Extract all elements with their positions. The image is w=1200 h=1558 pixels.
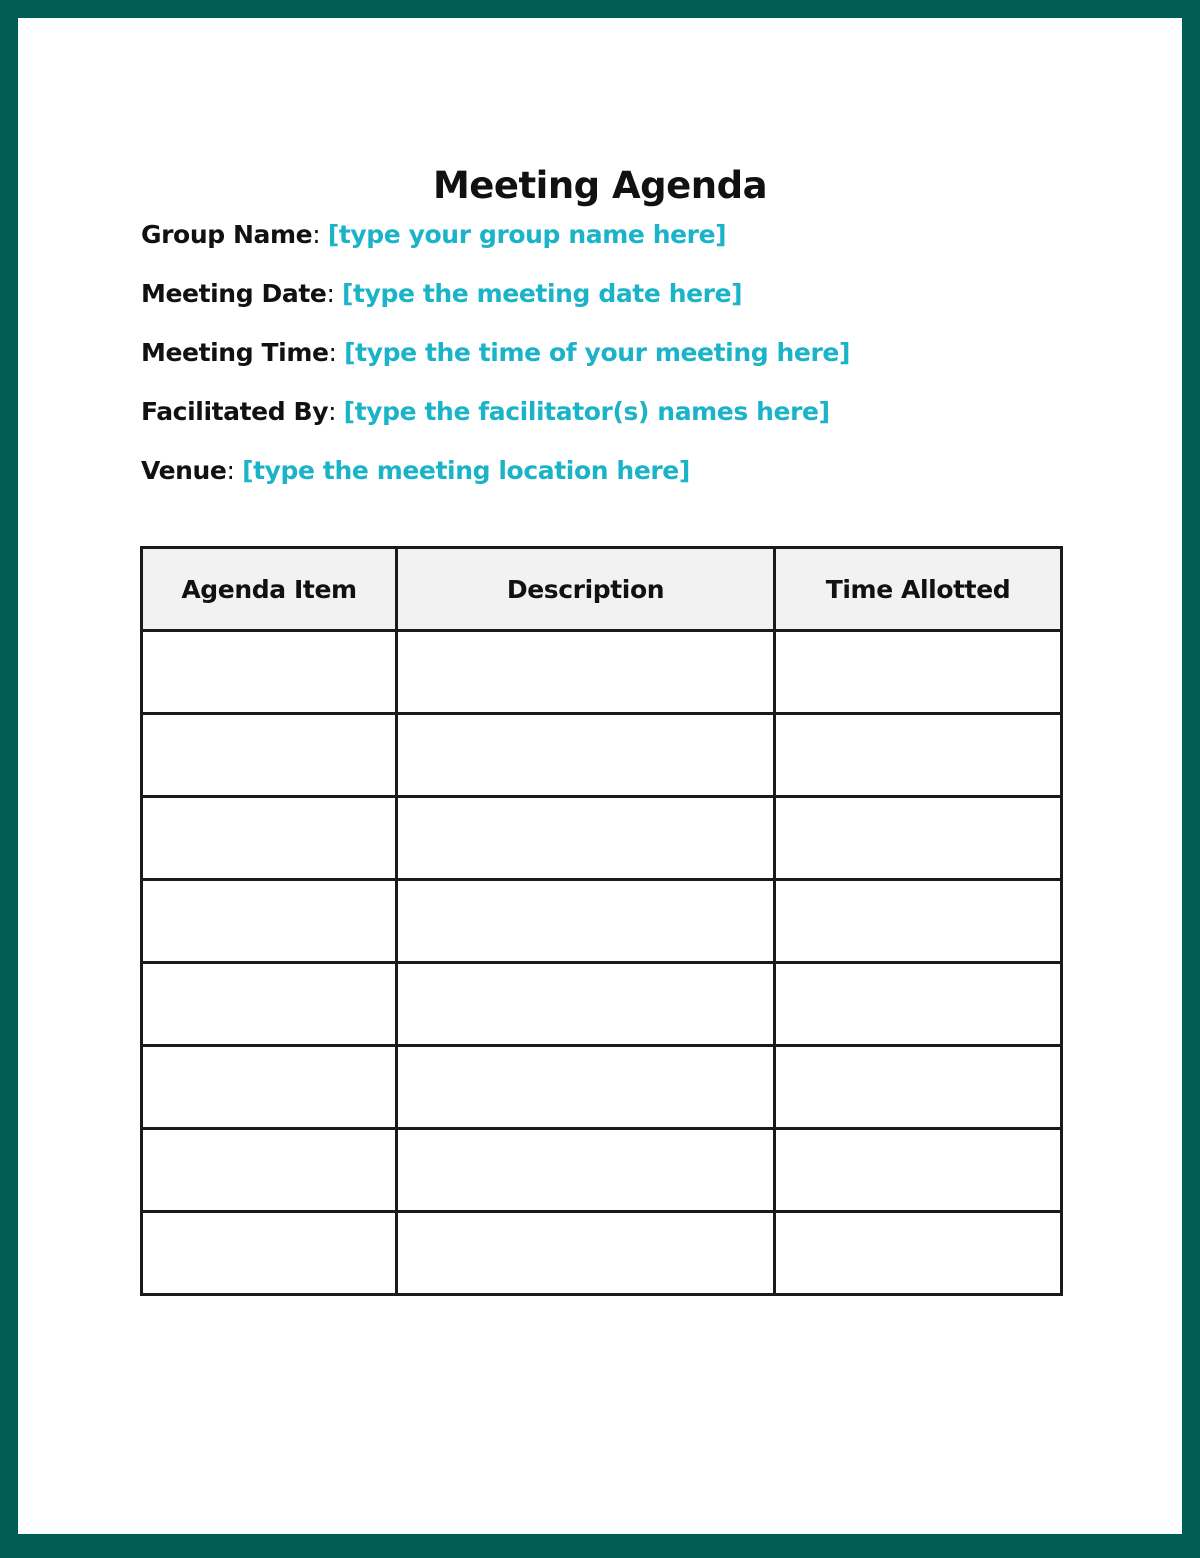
facilitated-by-value[interactable]: [type the facilitator(s) names here] xyxy=(343,397,830,426)
table-row xyxy=(142,963,1062,1046)
table-row xyxy=(142,1212,1062,1295)
description-cell[interactable] xyxy=(397,1212,775,1295)
description-cell[interactable] xyxy=(397,1046,775,1129)
venue-field xyxy=(141,455,690,487)
group-name-label: Group Name xyxy=(141,220,313,249)
table-row xyxy=(142,797,1062,880)
description-cell[interactable] xyxy=(397,963,775,1046)
agenda-item-cell[interactable] xyxy=(142,880,397,963)
time-allotted-cell[interactable] xyxy=(775,1212,1062,1295)
table-row xyxy=(142,631,1062,714)
facilitated-by-label: Facilitated By xyxy=(141,397,329,426)
description-cell[interactable] xyxy=(397,880,775,963)
facilitated-by-separator: : xyxy=(328,397,344,426)
time-allotted-cell[interactable] xyxy=(775,1129,1062,1212)
agenda-item-cell[interactable] xyxy=(142,1046,397,1129)
table-header-row xyxy=(142,548,1062,631)
meeting-date-value[interactable]: [type the meeting date here] xyxy=(342,279,743,308)
group-name-value[interactable]: [type your group name here] xyxy=(327,220,727,249)
agenda-item-cell[interactable] xyxy=(142,1212,397,1295)
meeting-time-field xyxy=(141,337,850,369)
meeting-date-field xyxy=(141,278,742,310)
meeting-date-separator: : xyxy=(326,279,343,308)
description-cell[interactable] xyxy=(397,1129,775,1212)
time-allotted-cell[interactable] xyxy=(775,880,1062,963)
agenda-item-cell[interactable] xyxy=(142,631,397,714)
header-description: Description xyxy=(397,548,775,631)
meeting-time-label: Meeting Time xyxy=(141,338,329,367)
agenda-item-cell[interactable] xyxy=(142,1129,397,1212)
time-allotted-cell[interactable] xyxy=(775,714,1062,797)
time-allotted-cell[interactable] xyxy=(775,631,1062,714)
meeting-time-separator: : xyxy=(328,338,345,367)
group-name-separator: : xyxy=(312,220,328,249)
meeting-date-label: Meeting Date xyxy=(141,279,327,308)
venue-separator: : xyxy=(226,456,243,485)
document-page xyxy=(18,18,1182,1534)
time-allotted-cell[interactable] xyxy=(775,797,1062,880)
table-row xyxy=(142,1046,1062,1129)
table-row xyxy=(142,1129,1062,1212)
table-row xyxy=(142,714,1062,797)
header-agenda-item: Agenda Item xyxy=(142,548,397,631)
table-row xyxy=(142,880,1062,963)
agenda-table xyxy=(140,546,1063,1296)
time-allotted-cell[interactable] xyxy=(775,1046,1062,1129)
facilitated-by-field xyxy=(141,396,830,428)
description-cell[interactable] xyxy=(397,797,775,880)
agenda-item-cell[interactable] xyxy=(142,797,397,880)
venue-value[interactable]: [type the meeting location here] xyxy=(242,456,690,485)
time-allotted-cell[interactable] xyxy=(775,963,1062,1046)
document-title: Meeting Agenda xyxy=(432,164,768,207)
description-cell[interactable] xyxy=(397,631,775,714)
venue-label: Venue xyxy=(141,456,227,485)
header-time-allotted: Time Allotted xyxy=(775,548,1062,631)
agenda-item-cell[interactable] xyxy=(142,963,397,1046)
description-cell[interactable] xyxy=(397,714,775,797)
agenda-item-cell[interactable] xyxy=(142,714,397,797)
meeting-time-value[interactable]: [type the time of your meeting here] xyxy=(344,338,850,367)
group-name-field xyxy=(141,219,726,251)
